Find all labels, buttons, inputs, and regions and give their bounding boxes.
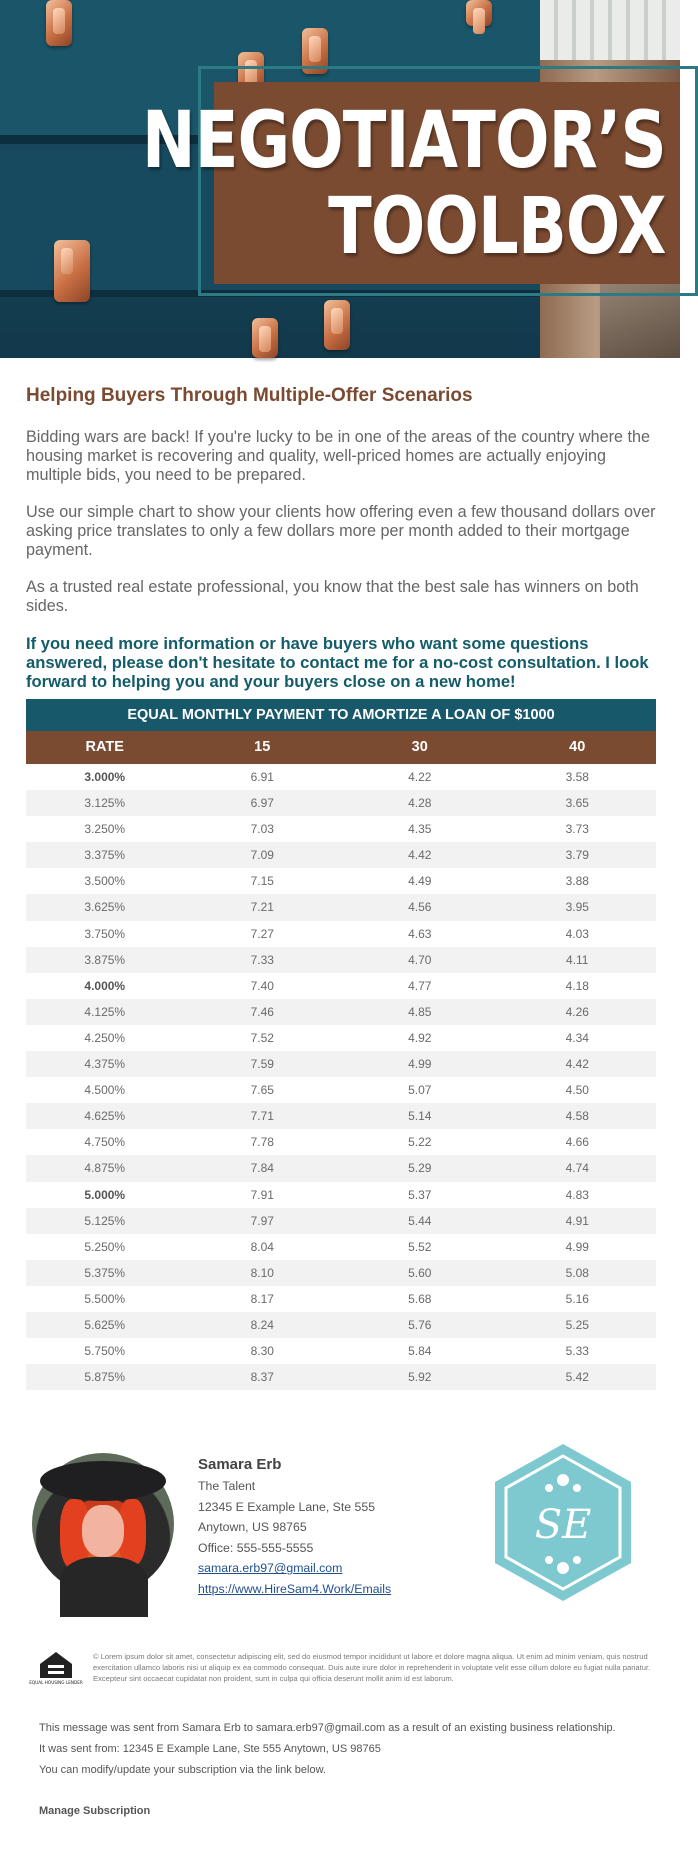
cell-30yr: 5.92	[408, 1370, 432, 1385]
avatar-body	[60, 1557, 148, 1617]
payment-table	[26, 699, 656, 1390]
latch-icon	[324, 300, 350, 350]
agent-signature	[198, 1454, 391, 1600]
cell-30yr: 4.85	[408, 1004, 432, 1019]
cell-40yr: 4.18	[565, 978, 589, 993]
table-row	[26, 842, 656, 868]
latch-icon	[46, 0, 72, 46]
latch-icon	[54, 240, 90, 302]
cell-40yr: 3.58	[565, 770, 589, 784]
cell-15yr: 7.40	[250, 978, 274, 993]
cell-15yr: 7.52	[250, 1030, 274, 1045]
cell-rate: 5.750%	[84, 1344, 126, 1359]
cell-15yr: 7.97	[250, 1213, 274, 1228]
cell-rate: 5.250%	[84, 1239, 126, 1254]
cell-rate: 5.125%	[84, 1213, 126, 1228]
cell-rate: 4.000%	[84, 978, 126, 993]
cell-40yr: 4.91	[565, 1213, 589, 1228]
cell-30yr: 4.35	[408, 822, 432, 837]
paragraph: Use our simple chart to show your clients how offering even a few thousand dollars over asking price translates to only a few dollars more per month added to their mortgage payment.	[26, 503, 656, 559]
cell-rate: 3.125%	[84, 796, 126, 811]
cell-15yr: 8.04	[250, 1239, 274, 1254]
table-row	[26, 1051, 656, 1077]
cell-40yr: 5.08	[565, 1265, 589, 1280]
hero-banner	[0, 0, 680, 358]
table-row	[26, 790, 656, 816]
cell-30yr: 5.60	[408, 1265, 432, 1280]
cell-30yr: 4.92	[408, 1030, 432, 1045]
cell-30yr: 5.07	[408, 1083, 432, 1098]
cell-15yr: 7.91	[250, 1187, 274, 1202]
table-row	[26, 1103, 656, 1129]
cell-rate: 3.500%	[84, 874, 126, 889]
cell-30yr: 4.56	[408, 900, 432, 915]
cell-rate: 3.375%	[84, 848, 126, 863]
cell-15yr: 7.27	[250, 926, 274, 941]
cell-40yr: 5.25	[565, 1317, 589, 1332]
cell-rate: 4.625%	[84, 1109, 126, 1124]
agent-address2: Anytown, US 98765	[198, 1520, 307, 1535]
table-row	[26, 764, 656, 790]
cell-40yr: 4.11	[566, 952, 589, 967]
cell-40yr: 4.99	[565, 1239, 589, 1254]
window-blinds	[540, 0, 680, 60]
table-row	[26, 1286, 656, 1312]
avatar-face	[82, 1505, 124, 1557]
cell-40yr: 3.65	[565, 796, 589, 811]
cell-15yr: 7.09	[250, 848, 274, 863]
agent-name: Samara Erb	[198, 1456, 282, 1473]
latch-icon	[252, 318, 278, 358]
cell-40yr: 3.73	[565, 822, 589, 837]
cell-40yr: 5.42	[565, 1370, 589, 1385]
cell-rate: 4.125%	[84, 1004, 126, 1019]
eho-label: EQUAL HOUSING LENDER	[29, 1680, 83, 1685]
cell-15yr: 7.33	[250, 952, 274, 967]
table-body	[26, 764, 656, 1390]
cell-40yr: 4.50	[565, 1083, 589, 1098]
cell-30yr: 4.49	[408, 874, 432, 889]
table-row	[26, 1129, 656, 1155]
cell-15yr: 7.84	[250, 1161, 274, 1176]
cell-15yr: 8.37	[250, 1370, 274, 1385]
table-caption: EQUAL MONTHLY PAYMENT TO AMORTIZE A LOAN OF $1000	[26, 699, 656, 731]
cell-15yr: 6.91	[250, 770, 274, 784]
cell-rate: 4.375%	[84, 1057, 126, 1072]
cell-40yr: 4.83	[565, 1187, 589, 1202]
cell-40yr: 3.95	[565, 900, 589, 915]
cell-rate: 5.625%	[84, 1317, 126, 1332]
cell-15yr: 8.17	[250, 1291, 274, 1306]
header-15: 15	[254, 739, 271, 755]
hero-title-line2: TOOLBOX	[328, 182, 666, 272]
cell-40yr: 4.66	[565, 1135, 589, 1150]
cell-rate: 3.750%	[84, 926, 126, 941]
cell-15yr: 7.46	[250, 1004, 274, 1019]
hero-title-line1: NEGOTIATOR’S	[142, 96, 666, 186]
agent-title: The Talent	[198, 1479, 256, 1493]
cell-rate: 3.625%	[84, 900, 126, 915]
cell-40yr: 5.33	[565, 1344, 589, 1359]
manage-subscription-link[interactable]: Manage Subscription	[39, 1805, 151, 1817]
cell-30yr: 5.76	[408, 1317, 432, 1332]
cell-rate: 5.000%	[84, 1187, 126, 1202]
title-box	[142, 82, 680, 284]
cell-15yr: 6.97	[250, 796, 274, 811]
table-row	[26, 1364, 656, 1390]
cell-40yr: 4.03	[565, 926, 589, 941]
cell-30yr: 5.29	[408, 1161, 432, 1176]
intro-section	[26, 385, 656, 708]
cell-15yr: 8.10	[250, 1265, 274, 1280]
cell-30yr: 4.70	[408, 952, 432, 967]
cell-15yr: 7.59	[250, 1057, 274, 1072]
table-row	[26, 1155, 656, 1181]
table-row	[26, 921, 656, 947]
cell-15yr: 7.78	[250, 1135, 274, 1150]
avatar-hat	[40, 1461, 166, 1501]
cell-40yr: 4.74	[565, 1161, 589, 1176]
table-row	[26, 1312, 656, 1338]
agent-email-link[interactable]: samara.erb97@gmail.com	[198, 1561, 343, 1576]
cell-30yr: 5.52	[408, 1239, 432, 1254]
cell-30yr: 5.44	[408, 1213, 432, 1228]
footer-line: You can modify/update your subscription via the link below.	[39, 1764, 326, 1776]
cell-40yr: 4.42	[565, 1057, 589, 1072]
cell-rate: 3.000%	[84, 770, 126, 784]
cell-rate: 5.375%	[84, 1265, 126, 1280]
cell-30yr: 4.63	[408, 926, 432, 941]
table-row	[26, 816, 656, 842]
cell-rate: 4.750%	[84, 1135, 126, 1150]
table-row	[26, 894, 656, 920]
table-row	[26, 868, 656, 894]
cell-30yr: 4.77	[408, 978, 432, 993]
logo-monogram: SE	[534, 1502, 592, 1548]
cell-rate: 3.875%	[84, 952, 126, 967]
cell-rate: 5.875%	[84, 1370, 126, 1385]
cell-15yr: 7.71	[250, 1109, 274, 1124]
cell-40yr: 4.26	[565, 1004, 589, 1019]
legal-disclaimer: © Lorem ipsum dolor sit amet, consectetur adipiscing elit, sed do eiusmod tempor incididunt ut labore et dolore magna aliqua. Ut enim ad minim veniam, quis nostrud exercitation ullamco laboris nisi ut aliquip ex ea commodo consequat. Duis aute irure dolor in reprehenderit in voluptate velit esse cillum dolore eu fugiat nulla pariatur. Excepteur sint occaecat cupidatat non proident, sunt in culpa qui officia deserunt mollit anim id est laborum.	[93, 1652, 651, 1683]
table-row	[26, 1208, 656, 1234]
cell-15yr: 7.03	[250, 822, 274, 837]
equal-housing-icon	[29, 1650, 83, 1690]
table-row	[26, 973, 656, 999]
cell-30yr: 4.99	[408, 1057, 432, 1072]
table-row	[26, 1025, 656, 1051]
cell-30yr: 4.42	[408, 848, 432, 863]
table-row	[26, 1182, 656, 1208]
agent-office-phone: Office: 555-555-5555	[198, 1540, 314, 1555]
cell-15yr: 8.30	[250, 1344, 274, 1359]
cell-rate: 4.875%	[84, 1161, 126, 1176]
footer-line: This message was sent from Samara Erb to samara.erb97@gmail.com as a result of an existing business relationship.	[39, 1722, 616, 1734]
header-rate: RATE	[85, 739, 124, 755]
cell-30yr: 5.14	[408, 1109, 432, 1124]
paragraph: Bidding wars are back! If you're lucky to be in one of the areas of the country where the housing market is recovering and quality, well-priced homes are actually enjoying multiple bids, you need to be prepared.	[26, 428, 650, 484]
header-30: 30	[411, 739, 428, 755]
cell-rate: 4.500%	[84, 1083, 126, 1098]
call-to-action: If you need more information or have buyers who want some questions answered, please don't hesitate to contact me for a no-cost consultation. I look forward to helping you and your buyers close on a new home!	[26, 634, 649, 691]
cell-rate: 5.500%	[84, 1291, 126, 1306]
cell-40yr: 4.58	[565, 1109, 589, 1124]
cell-30yr: 4.28	[408, 796, 432, 811]
paragraph: As a trusted real estate professional, you know that the best sale has winners on both sides.	[26, 578, 639, 615]
latch-icon	[466, 0, 492, 26]
cell-30yr: 5.22	[408, 1135, 432, 1150]
cell-30yr: 5.37	[408, 1187, 432, 1202]
table-header	[26, 731, 656, 764]
cell-15yr: 8.24	[250, 1317, 274, 1332]
table-row	[26, 1234, 656, 1260]
cell-rate: 3.250%	[84, 822, 126, 837]
cell-30yr: 5.68	[408, 1291, 432, 1306]
table-row	[26, 999, 656, 1025]
cell-40yr: 5.16	[565, 1291, 589, 1306]
table-row	[26, 1260, 656, 1286]
footer-notice	[39, 1718, 616, 1781]
cell-30yr: 4.22	[408, 770, 432, 784]
agent-address1: 12345 E Example Lane, Ste 555	[198, 1499, 376, 1514]
brand-logo	[491, 1442, 635, 1603]
cell-30yr: 5.84	[408, 1344, 432, 1359]
table-row	[26, 947, 656, 973]
avatar	[32, 1453, 174, 1595]
footer-line: It was sent from: 12345 E Example Lane, Ste 555 Anytown, US 98765	[39, 1743, 381, 1755]
cell-15yr: 7.21	[250, 900, 274, 915]
cell-15yr: 7.65	[250, 1083, 274, 1098]
table-row	[26, 1338, 656, 1364]
cell-40yr: 3.79	[565, 848, 589, 863]
cell-40yr: 4.34	[565, 1030, 589, 1045]
cell-15yr: 7.15	[250, 874, 274, 889]
section-heading: Helping Buyers Through Multiple-Offer Scenarios	[26, 385, 473, 406]
header-40: 40	[569, 739, 586, 755]
table-row	[26, 1077, 656, 1103]
agent-website-link[interactable]: https://www.HireSam4.Work/Emails	[198, 1581, 392, 1596]
cell-40yr: 3.88	[565, 874, 589, 889]
cell-rate: 4.250%	[84, 1030, 126, 1045]
